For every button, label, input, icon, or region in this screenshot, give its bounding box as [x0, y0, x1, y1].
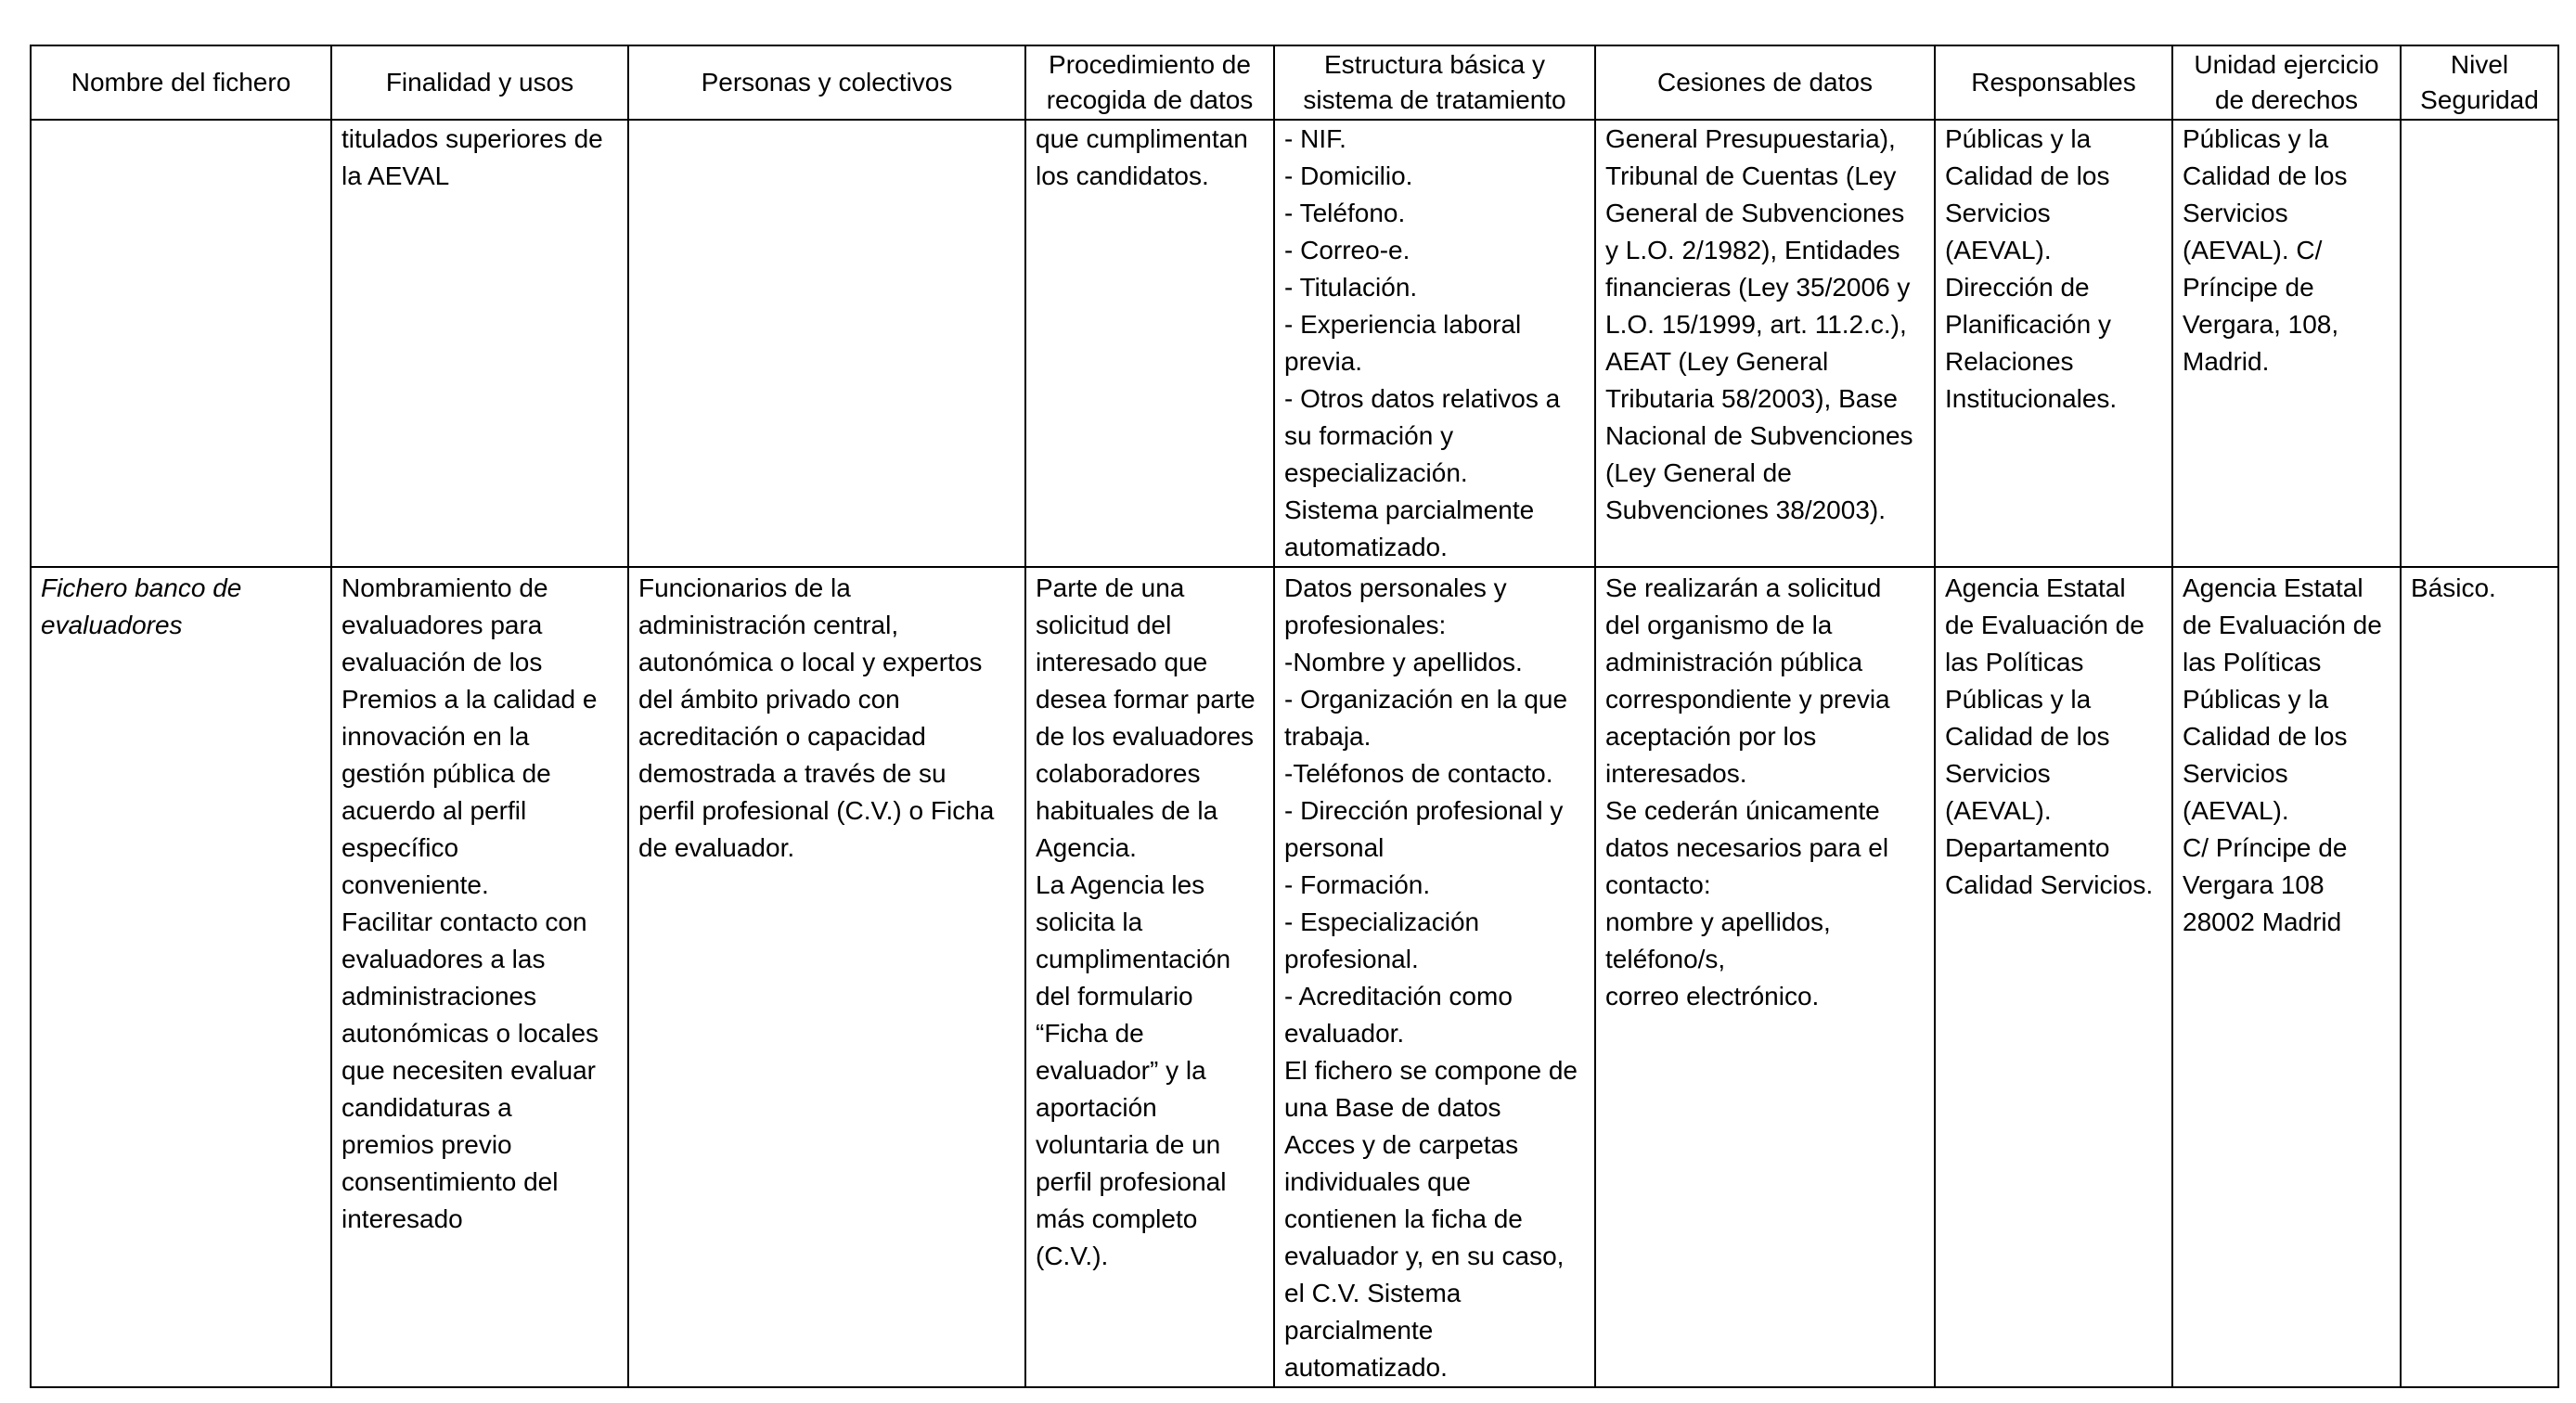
table-row	[31, 120, 2558, 567]
cell-nombre-del-fichero: Fichero banco de evaluadores	[31, 567, 331, 1387]
cell-nivel-seguridad: Básico.	[2401, 567, 2558, 1387]
header-estructura-basica: Estructura básica y sistema de tratamiento	[1274, 45, 1595, 120]
cell-personas-y-colectivos	[628, 120, 1025, 567]
header-finalidad-y-usos: Finalidad y usos	[331, 45, 628, 120]
cell-responsables: Públicas y la Calidad de los Servicios (AEVAL). Dirección de Planificación y Relaciones Institucionales.	[1935, 120, 2172, 567]
header-nombre-del-fichero: Nombre del fichero	[31, 45, 331, 120]
header-nivel-seguridad: Nivel Seguridad	[2401, 45, 2558, 120]
cell-finalidad-y-usos: Nombramiento de evaluadores para evaluación de los Premios a la calidad e innovación en la gestión pública de acuerdo al perfil específico conveniente. Facilitar contacto con evaluadores a las administraciones autonómicas o locales que necesiten evaluar candidaturas a premios previo consentimiento del interesado	[331, 567, 628, 1387]
header-unidad-ejercicio-de-derechos: Unidad ejercicio de derechos	[2172, 45, 2401, 120]
cell-unidad-ejercicio-de-derechos: Agencia Estatal de Evaluación de las Políticas Públicas y la Calidad de los Servicios (AEVAL). C/ Príncipe de Vergara 108 28002 Madrid	[2172, 567, 2401, 1387]
cell-procedimiento-de-recogida: que cumplimentan los candidatos.	[1025, 120, 1274, 567]
cell-unidad-ejercicio-de-derechos: Públicas y la Calidad de los Servicios (AEVAL). C/ Príncipe de Vergara, 108, Madrid.	[2172, 120, 2401, 567]
header-procedimiento-de-recogida: Procedimiento de recogida de datos	[1025, 45, 1274, 120]
table-row	[31, 567, 2558, 1387]
header-responsables: Responsables	[1935, 45, 2172, 120]
cell-responsables: Agencia Estatal de Evaluación de las Políticas Públicas y la Calidad de los Servicios (AEVAL). Departamento Calidad Servicios.	[1935, 567, 2172, 1387]
data-files-table	[30, 45, 2559, 1388]
cell-estructura-basica: Datos personales y profesionales: -Nombre y apellidos. - Organización en la que trabaja. -Teléfonos de contacto. - Dirección profesional y personal - Formación. - Especialización profesional. - Acreditación como evaluador. El fichero se compone de una Base de datos Acces y de carpetas individuales que contienen la ficha de evaluador y, en su caso, el C.V. Sistema parcialmente automatizado.	[1274, 567, 1595, 1387]
table-header-row	[31, 45, 2558, 120]
cell-procedimiento-de-recogida: Parte de una solicitud del interesado que desea formar parte de los evaluadores colaboradores habituales de la Agencia. La Agencia les solicita la cumplimentación del formulario “Ficha de evaluador” y la aportación voluntaria de un perfil profesional más completo (C.V.).	[1025, 567, 1274, 1387]
cell-cesiones-de-datos: General Presupuestaria), Tribunal de Cuentas (Ley General de Subvenciones y L.O. 2/1982), Entidades financieras (Ley 35/2006 y L.O. 15/1999, art. 11.2.c.), AEAT (Ley General Tributaria 58/2003), Base Nacional de Subvenciones (Ley General de Subvenciones 38/2003).	[1595, 120, 1935, 567]
header-cesiones-de-datos: Cesiones de datos	[1595, 45, 1935, 120]
cell-estructura-basica: - NIF. - Domicilio. - Teléfono. - Correo-e. - Titulación. - Experiencia laboral previa. - Otros datos relativos a su formación y especialización. Sistema parcialmente automatizado.	[1274, 120, 1595, 567]
cell-personas-y-colectivos: Funcionarios de la administración central, autonómica o local y expertos del ámbito privado con acreditación o capacidad demostrada a través de su perfil profesional (C.V.) o Ficha de evaluador.	[628, 567, 1025, 1387]
cell-nombre-del-fichero	[31, 120, 331, 567]
cell-finalidad-y-usos: titulados superiores de la AEVAL	[331, 120, 628, 567]
cell-cesiones-de-datos: Se realizarán a solicitud del organismo de la administración pública correspondiente y previa aceptación por los interesados. Se cederán únicamente datos necesarios para el contacto: nombre y apellidos, teléfono/s, correo electrónico.	[1595, 567, 1935, 1387]
header-personas-y-colectivos: Personas y colectivos	[628, 45, 1025, 120]
cell-nivel-seguridad	[2401, 120, 2558, 567]
